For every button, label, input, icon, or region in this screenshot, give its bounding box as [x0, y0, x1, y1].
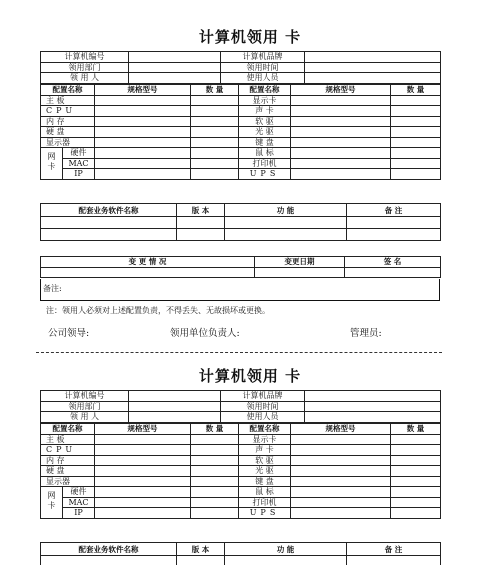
config-item: 软 驱: [239, 116, 291, 127]
config-item: 内 存: [41, 455, 95, 466]
value-user[interactable]: [305, 73, 441, 84]
unit-head-label: 领用单位负责人:: [170, 328, 240, 339]
config-item: 键 盘: [239, 476, 291, 487]
value-department[interactable]: [129, 62, 221, 73]
header-qty: 数 量: [391, 85, 441, 96]
header-spec: 规格型号: [291, 424, 391, 435]
card-title: 计算机领用 卡: [198, 367, 302, 385]
label-department: 领用部门: [41, 401, 129, 412]
software-table: [40, 203, 441, 241]
label-computer-brand: 计算机品牌: [221, 52, 305, 63]
config-item: 打印机: [239, 497, 291, 508]
header-version: 版 本: [177, 543, 225, 556]
software-cell[interactable]: [177, 229, 225, 241]
header-software-name: 配套业务软件名称: [41, 543, 177, 556]
info-row: [41, 62, 441, 73]
qty-cell[interactable]: [191, 106, 239, 117]
config-table: [40, 423, 441, 519]
info-row: [41, 412, 441, 423]
config-row: [41, 116, 441, 127]
header-config-name: 配置名称: [41, 424, 95, 435]
label-computer-id: 计算机编号: [41, 391, 129, 402]
qty-cell[interactable]: [191, 487, 239, 498]
header-signature: 签 名: [345, 257, 441, 268]
config-header-row: [41, 85, 441, 96]
config-item: 显示卡: [239, 95, 291, 106]
value-computer-brand[interactable]: [305, 391, 441, 402]
config-item: 内 存: [41, 116, 95, 127]
spec-cell[interactable]: [291, 95, 391, 106]
spec-cell[interactable]: [95, 137, 191, 148]
label-department: 领用部门: [41, 62, 129, 73]
value-user[interactable]: [305, 412, 441, 423]
header-software-name: 配套业务软件名称: [41, 204, 177, 217]
config-item: 鼠 标: [239, 487, 291, 498]
value-computer-id[interactable]: [129, 391, 221, 402]
value-department[interactable]: [129, 401, 221, 412]
admin-label: 管理员:: [350, 328, 382, 339]
network-item: IP: [63, 169, 95, 180]
change-header-row: [41, 257, 441, 268]
software-cell[interactable]: [347, 217, 441, 229]
qty-cell[interactable]: [391, 169, 441, 180]
software-cell[interactable]: [225, 556, 347, 565]
qty-cell[interactable]: [391, 466, 441, 477]
software-cell[interactable]: [177, 217, 225, 229]
change-cell[interactable]: [41, 267, 255, 278]
value-receiver[interactable]: [129, 412, 221, 423]
config-row: [41, 455, 441, 466]
spec-cell[interactable]: [291, 158, 391, 169]
spec-cell[interactable]: [291, 137, 391, 148]
header-change-date: 变更日期: [255, 257, 345, 268]
config-item: 硬 盘: [41, 466, 95, 477]
software-header-row: [41, 204, 441, 217]
software-cell[interactable]: [347, 229, 441, 241]
qty-cell[interactable]: [391, 487, 441, 498]
config-item: UPS: [239, 169, 291, 180]
spec-cell[interactable]: [291, 169, 391, 180]
qty-cell[interactable]: [391, 137, 441, 148]
info-row: [41, 401, 441, 412]
spec-cell[interactable]: [291, 106, 391, 117]
qty-cell[interactable]: [391, 116, 441, 127]
config-row: [41, 445, 441, 456]
config-item: CPU: [41, 106, 95, 117]
header-version: 版 本: [177, 204, 225, 217]
spec-cell[interactable]: [95, 434, 191, 445]
software-cell[interactable]: [177, 556, 225, 565]
value-receiver[interactable]: [129, 73, 221, 84]
software-cell[interactable]: [225, 229, 347, 241]
config-table: [40, 84, 441, 180]
qty-cell[interactable]: [391, 476, 441, 487]
config-row: [41, 148, 441, 159]
config-row: [41, 487, 441, 498]
qty-cell[interactable]: [391, 508, 441, 519]
config-row: [41, 169, 441, 180]
network-group-label: 网卡: [41, 487, 63, 519]
label-receiver: 领 用 人: [41, 412, 129, 423]
software-row: [41, 217, 441, 229]
qty-cell[interactable]: [391, 106, 441, 117]
remark-label: 备注:: [43, 284, 62, 293]
config-row: [41, 127, 441, 138]
change-cell[interactable]: [345, 267, 441, 278]
spec-cell[interactable]: [95, 497, 191, 508]
value-receive-time[interactable]: [305, 62, 441, 73]
config-item: 鼠 标: [239, 148, 291, 159]
info-row: [41, 73, 441, 84]
config-header-row: [41, 424, 441, 435]
qty-cell[interactable]: [191, 158, 239, 169]
header-spec: 规格型号: [291, 85, 391, 96]
label-receive-time: 领用时间: [221, 401, 305, 412]
qty-cell[interactable]: [191, 434, 239, 445]
qty-cell[interactable]: [191, 476, 239, 487]
label-receive-time: 领用时间: [221, 62, 305, 73]
change-cell[interactable]: [255, 267, 345, 278]
spec-cell[interactable]: [95, 445, 191, 456]
spec-cell[interactable]: [95, 508, 191, 519]
qty-cell[interactable]: [391, 158, 441, 169]
config-row: [41, 158, 441, 169]
change-table: [40, 256, 441, 278]
header-qty: 数 量: [191, 85, 239, 96]
header-remark: 备 注: [347, 204, 441, 217]
software-cell[interactable]: [347, 556, 441, 565]
qty-cell[interactable]: [191, 466, 239, 477]
card-title: 计算机领用 卡: [198, 28, 302, 46]
spec-cell[interactable]: [95, 169, 191, 180]
spec-cell[interactable]: [291, 445, 391, 456]
spec-cell[interactable]: [291, 476, 391, 487]
config-item: 主 板: [41, 434, 95, 445]
config-row: [41, 466, 441, 477]
software-table: [40, 542, 441, 565]
config-item: 声 卡: [239, 106, 291, 117]
network-item: IP: [63, 508, 95, 519]
value-computer-id[interactable]: [129, 52, 221, 63]
spec-cell[interactable]: [95, 95, 191, 106]
config-row: [41, 434, 441, 445]
spec-cell[interactable]: [291, 455, 391, 466]
spec-cell[interactable]: [291, 466, 391, 477]
config-item: 声 卡: [239, 445, 291, 456]
spec-cell[interactable]: [95, 158, 191, 169]
qty-cell[interactable]: [391, 127, 441, 138]
software-cell[interactable]: [41, 217, 177, 229]
qty-cell[interactable]: [191, 497, 239, 508]
spec-cell[interactable]: [291, 116, 391, 127]
spec-cell[interactable]: [95, 148, 191, 159]
qty-cell[interactable]: [191, 508, 239, 519]
spec-cell[interactable]: [95, 476, 191, 487]
network-item: MAC: [63, 158, 95, 169]
header-config-name: 配置名称: [41, 85, 95, 96]
header-remark: 备 注: [347, 543, 441, 556]
config-row: [41, 106, 441, 117]
spec-cell[interactable]: [291, 148, 391, 159]
software-cell[interactable]: [41, 229, 177, 241]
remark-box[interactable]: [40, 279, 440, 301]
info-row: [41, 52, 441, 63]
spec-cell[interactable]: [291, 487, 391, 498]
qty-cell[interactable]: [391, 497, 441, 508]
spec-cell[interactable]: [95, 455, 191, 466]
cut-line: [36, 352, 442, 353]
spec-cell[interactable]: [291, 127, 391, 138]
notice-text: 注：领用人必须对上述配置负责，不得丢失、无故损坏或更换。: [46, 306, 270, 315]
header-function: 功 能: [225, 204, 347, 217]
network-item: 硬件: [63, 487, 95, 498]
label-user: 使用人员: [221, 412, 305, 423]
network-item: MAC: [63, 497, 95, 508]
config-item: 显示器: [41, 476, 95, 487]
config-item: 显示卡: [239, 434, 291, 445]
config-item: 显示器: [41, 137, 95, 148]
qty-cell[interactable]: [191, 95, 239, 106]
header-spec: 规格型号: [95, 424, 191, 435]
spec-cell[interactable]: [291, 508, 391, 519]
spec-cell[interactable]: [95, 106, 191, 117]
qty-cell[interactable]: [391, 455, 441, 466]
header-config-name: 配置名称: [239, 85, 291, 96]
change-row: [41, 267, 441, 278]
qty-cell[interactable]: [391, 445, 441, 456]
config-item: 主 板: [41, 95, 95, 106]
qty-cell[interactable]: [191, 116, 239, 127]
config-item: 键 盘: [239, 137, 291, 148]
qty-cell[interactable]: [191, 127, 239, 138]
config-item: 光 驱: [239, 466, 291, 477]
spec-cell[interactable]: [95, 487, 191, 498]
value-receive-time[interactable]: [305, 401, 441, 412]
header-config-name: 配置名称: [239, 424, 291, 435]
config-row: [41, 137, 441, 148]
spec-cell[interactable]: [95, 127, 191, 138]
qty-cell[interactable]: [191, 169, 239, 180]
label-computer-brand: 计算机品牌: [221, 391, 305, 402]
config-row: [41, 95, 441, 106]
header-qty: 数 量: [191, 424, 239, 435]
config-row: [41, 508, 441, 519]
value-computer-brand[interactable]: [305, 52, 441, 63]
software-header-row: [41, 543, 441, 556]
config-item: UPS: [239, 508, 291, 519]
qty-cell[interactable]: [391, 434, 441, 445]
header-spec: 规格型号: [95, 85, 191, 96]
config-row: [41, 497, 441, 508]
network-group-label: 网卡: [41, 148, 63, 180]
label-user: 使用人员: [221, 73, 305, 84]
config-item: CPU: [41, 445, 95, 456]
info-row: [41, 391, 441, 402]
spec-cell[interactable]: [291, 434, 391, 445]
qty-cell[interactable]: [391, 148, 441, 159]
software-cell[interactable]: [225, 217, 347, 229]
qty-cell[interactable]: [191, 148, 239, 159]
info-table: [40, 390, 441, 423]
qty-cell[interactable]: [191, 455, 239, 466]
config-item: 光 驱: [239, 127, 291, 138]
info-table: [40, 51, 441, 84]
spec-cell[interactable]: [95, 116, 191, 127]
header-change-situation: 变 更 情 况: [41, 257, 255, 268]
label-receiver: 领 用 人: [41, 73, 129, 84]
software-row: [41, 229, 441, 241]
software-row: [41, 556, 441, 565]
spec-cell[interactable]: [291, 497, 391, 508]
spec-cell[interactable]: [95, 466, 191, 477]
header-function: 功 能: [225, 543, 347, 556]
leader-label: 公司领导:: [48, 328, 90, 339]
config-item: 硬 盘: [41, 127, 95, 138]
label-computer-id: 计算机编号: [41, 52, 129, 63]
config-item: 软 驱: [239, 455, 291, 466]
header-qty: 数 量: [391, 424, 441, 435]
config-row: [41, 476, 441, 487]
network-item: 硬件: [63, 148, 95, 159]
qty-cell[interactable]: [191, 137, 239, 148]
software-cell[interactable]: [41, 556, 177, 565]
qty-cell[interactable]: [191, 445, 239, 456]
qty-cell[interactable]: [391, 95, 441, 106]
config-item: 打印机: [239, 158, 291, 169]
